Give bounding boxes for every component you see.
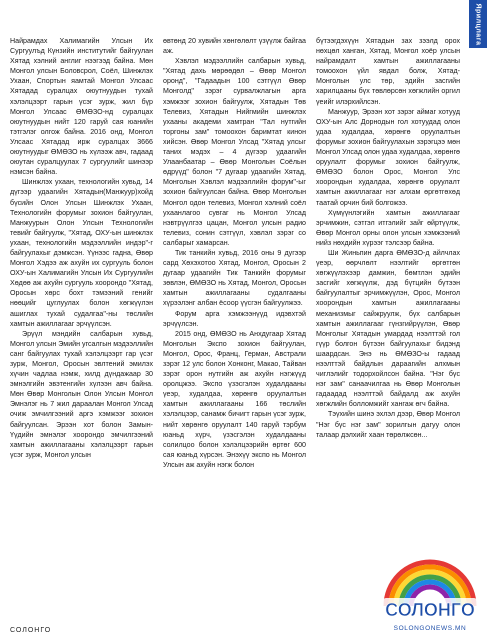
paragraph: Тик танкийн хувьд, 2016 оны 9 дугээр сард Хөхэхотоо Хятад, Монгол, Оросын 2 дугаар удаагийн Тик Танкийн форумыг зөвлэн, ӨМӨЗО нь Хятад, Монгол, Оросын хамтын ажиллагааны судалгааны хүрээлэнг албан ёсоор үүсгэн байгуулжээ. bbox=[163, 248, 306, 308]
paragraph: Эрүүл мэндийн салбарын хувьд, Монгол улсын Эмийн угсалгын мэдээллийн санг байгуулах тухай хэлэлцээрт гар үсэг зурж, Монгол, Оросын эвлтений эмилэх хүчин чадлаа нэмж, хилд дүндажаар 30 эмнэлгийн эвэтенгийн хүлээн авч байна. Мөн Өвөр Монголын Олон Улсын Монгол Эмнэлэг нь 7 жил дараалан Монгол Улсад очиж эмчилгээний аргэ хэмжээг зохион байгуулсан. Эрээн хот болон Замын-Үүдийн эмнэлэг хоорондо эмчилгээний хамтын ажиллагааны хэлэлцээрт гарын үсэг зурж, Монгол улсын bbox=[10, 329, 153, 459]
paragraph: Манжуур, Эрээн хот зэрэг аймаг хотууд ОХУ-ын Алс Дорнодын гол хотуудад олон удаа худалдаа, хөрөнгө оруулалтын форумыг зохион байгуулахын зэрэгцээ мөн Монгол Улсад олон удаа худалдаа, хөрөнгө оруулалт форумыг зохион байгуулж, ӨМӨЗО болон Орос, Монгол Улс хоорондын худалдаа, хөрөнгө оруулалт хамтын ажиллагааг нэг алхам өргөтгөхөд таатай орчин бий болгожээ. bbox=[316, 107, 460, 207]
paragraph: Найрамдах Халимагийн Улсын Их Сургуулъд Күнзийн институтийг байгуулан Хятад хэлний англиг нээгээд байна. Мөн Монгол улсын Боловсрол, Соёл, Шинжлэх Ухаан, Спортын яамтай Монгол Улсаас Хятадад суралцах оюутнуудын тухай хэлэлцээрт гарын үсэг зурж, жил бүр Монгол Улсаас ӨМӨЗО-нд суралцах оюутнуудын нийт 120 гаруй сая юанийн тэтгэлэг олгож байна. 2016 онд, Монгол Улсаас Хятадад ирж суралцах 3666 оюутнуудыг ӨМӨЗО нь хүлээж авч, гадаад оюутан суралцуулах 7 сургуулийг шинээр нэмсэн байна. bbox=[10, 37, 153, 177]
paragraph: Ши Жиньпин дарга ӨМӨЗО-д айлчлах үеэр, өөрчлөлт нээлтийг өргөтгөн хөгжүүлэхээр дамжин, бөмтлэн эдийн засгийг хөгжүүлж, дэд бүтцийн бүтээн байгуулалтыг эрчимжүүлэн, Орос, Монгол хоорондын хамтын ажиллагааны механизмыг сайжруулж, бүх салбарын хамтын ажиллагааг гүнзгийрүүлэн, Өвөр Монголыг Хятадын умардад нээлттэй гол гүүр болгон бүтээн байгуулахыг бидэнд шаардсан. Энэ нь ӨМӨЗО-ы гадаад нээлттэй байдлын дараагийн алхмын чиглэлийг тодорхойлсон байна. "Нэг бүс нэг зам" санаачилгаа нь Өвөр Монголын гадаадад нээлттэй байдалд аж ахуйн хөгжлийн болломжийг хангаж өгч байна. bbox=[316, 248, 460, 409]
footer-magazine-name: СОЛОНГО bbox=[10, 627, 52, 634]
text-column-2 bbox=[163, 36, 306, 470]
paragraph: 2015 онд, ӨМӨЗО нь Анхдугаар Хятад Монголын Экспо зохион байгуулан, Монгол, Орос, Франц, Герман, Австрали зэрэг 12 улс болон Хонконг, Макао, Тайван зэрэг орон нутгийн аж ахуйн нэгжүүд оролцжээ. Экспо үзэсгэлэн худалдааны үеэр, худалдаа, хөрөнгө оруулалтын хамтын ажиллагааны 166 төслийн хэлэлцээр, санамж бичигт гарын үсэг зурж, нийт хөрөнгө оруулалт 140 гаруй тэрбум юаньд хүрч, үзэсгэлэн худалдааны солилцоо болон хэлэлцээрийн өртөг 600 сая юаньд хүрсэн. Энэхүү экспо нь Монгол Улсын аж ахуйн нэгж болон bbox=[163, 329, 306, 469]
paragraph: Хэвлэл мэдээллийн салбарын хувьд, "Хятад дахь мөрөөдөл – Өвөр Монгол оронд", "Гадаадын 100 сэтгүүл Өвөр Монголд" зэрэг сурвалжлагын арга хэмжээг зохион байгуулж, Хятадын Төв Телевиз, Хятадын Нийгмийн шинжлэх ухааны академи хамтран "Тал нутгийн торгоны зам" томоохон баримтат кинон хийсэн. Өвөр Монгол Улсад "Хятад улсыг таних мэдэх – 4 дүгээр удаагийн Улаанбаатар – Өвөр Монголын Соёлын өдрүүд" болон "7 дугаар удаагийн Хятад, Монголын Хэвлэл мэдээллийн форум"-ыг зохион байгуулсан байна. Өвөр Монголын Монгол одон телевиз, Монгол хэлний соёл ухаанлагоо сувгаг нь Монгол Улсад нэвтрүүлгээ цацан, Монгол улсын радио телевиз, сонин сэтгүүл, хэвлэл зэрэг со салбарыг хамарсан. bbox=[163, 57, 306, 247]
logo-wordmark: СОЛОНГО bbox=[385, 600, 475, 620]
logo-url: SOLONGONEWS.MN bbox=[393, 625, 467, 632]
text-column-1 bbox=[10, 36, 153, 460]
paragraph: Шинжлэх ухаан, технологийн хувьд, 14 дүгээр удаагийн Хятадын(Манжуур)хойд бүсийн Олон Улсын Шинжлэх Ухаан, Технологийн форумыг зохион байгуулан, Манжуурын Олон Улсын Технологийн тевийг байгуулж, "Хятад, ОХУ-ын шинжлэх ухаан, технологийн мэдээллийн индэр"-г байгуулахыг дэмжсэн. Үүнээс гадна, Өвөр Монгол Хэдээ аж ахуйн их сургууль болон ОХУ-ын Халимагийн Улсын Их Сургуулийн Хөдөө аж ахуйн сургууль хоорондо "Хятад, Оросын хөрс бохт тэмээний генийг нөөцийг цуглуулах болон хөгжүүлэн ашиглах тухай судалгаа"-ны төслийн хамтын ажиллагааг эрчүүлсэн. bbox=[10, 178, 153, 328]
paragraph: Форум арга хэмжээнүүд идэвхтэй эрчүүлсэн. bbox=[163, 309, 306, 328]
section-tab-label: Ярилцлага bbox=[474, 2, 482, 46]
paragraph: бүтээгдэхүүн Хятадын зах зээлд орох нөхцөл ханган, Хятад, Монгол хоёр улсын найрамдалт хамтын ажиллагааны томоохон үйл явдал болж, Хятад-Монголын улс төр, эдийн засгийн харилцааны бүх төвлөрсөн хөгжлийн оргил үеийг илэрхийлсэн. bbox=[316, 37, 460, 106]
text-column-3 bbox=[316, 36, 460, 440]
paragraph: өвтөнд 20 хувийн хөнгөлөлт үзүүлж байгаа аж. bbox=[163, 37, 306, 56]
section-tab bbox=[469, 0, 487, 48]
solongo-logo bbox=[381, 546, 479, 638]
paragraph: Хүмүүнлэгийн хамтын ажиллагааг эрчимжин, сэтгэл итгэлийг зайг өйртүүлж, Өвөр Монгол орны олон улсын хэмжээний нийз нөхдийн хүрээг тэлсээр байна. bbox=[316, 208, 460, 247]
paragraph: Тэүхийн шинэ эхлэл дээр, Өвөр Монгол "Нэг бүс нэг зам" зорилгын дагуу олон талаар дэлхийг хаан төрөлжсөн... bbox=[316, 410, 460, 439]
